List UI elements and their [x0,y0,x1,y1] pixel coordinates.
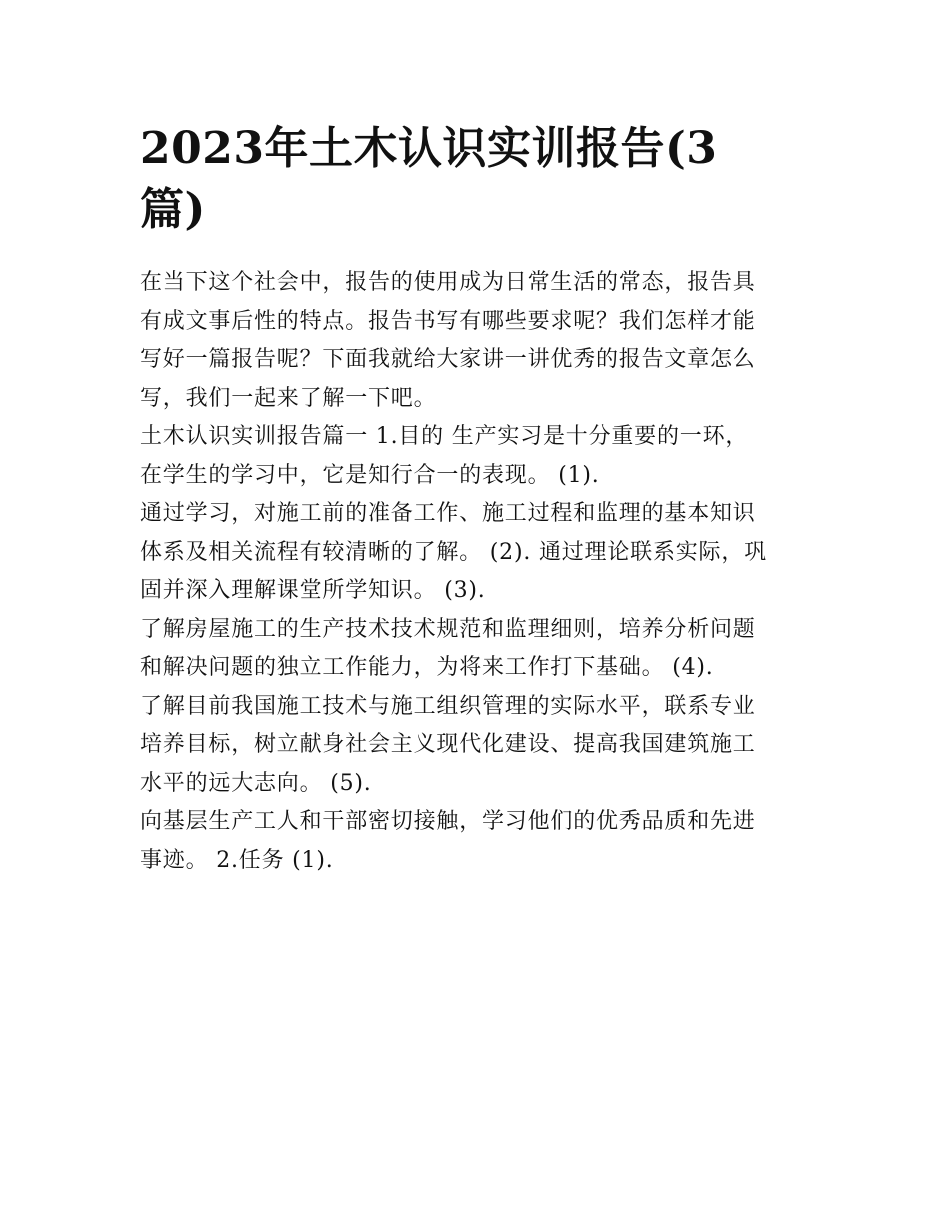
text-line: 固并深入理解课堂所学知识。 (3). [140,578,486,603]
paragraph-item-3 [140,611,812,688]
document-title [140,118,812,240]
title-line: 2023年土木认识实训报告(3 [140,123,718,174]
text-line: 通过学习，对施工前的准备工作、施工过程和监理的基本知识 [140,501,756,526]
text-line: 土木认识实训报告篇一 1.目的 生产实习是十分重要的一环， [140,424,749,449]
intro-paragraph [140,264,812,418]
text-line: 培养目标，树立献身社会主义现代化建设、提高我国建筑施工 [140,732,756,757]
text-line: 在学生的学习中，它是知行合一的表现。 (1). [140,462,600,488]
text-line: 和解决问题的独立工作能力，为将来工作打下基础。 (4). [140,655,714,680]
title-line: 篇) [140,184,206,235]
text-line: 在当下这个社会中，报告的使用成为日常生活的常态，报告具 [140,270,756,295]
text-line: 体系及相关流程有较清晰的了解。 (2). 通过理论联系实际，巩 [140,539,767,565]
document-body [140,264,812,880]
text-line: 了解目前我国施工技术与施工组织管理的实际水平，联系专业 [140,693,756,719]
paragraph-purpose [140,418,812,495]
text-line: 水平的远大志向。 (5). [140,770,372,796]
text-line: 向基层生产工人和干部密切接触，学习他们的优秀品质和先进 [140,809,756,834]
paragraph-item-5 [140,803,812,880]
text-line: 写，我们一起来了解一下吧。 [140,385,437,411]
paragraph-item-1 [140,495,812,611]
text-line: 事迹。 2.任务 (1). [140,847,334,873]
text-line: 写好一篇报告呢？下面我就给大家讲一讲优秀的报告文章怎么 [140,347,756,372]
text-line: 有成文事后性的特点。报告书写有哪些要求呢？我们怎样才能 [140,308,756,334]
document-page [140,118,812,880]
text-line: 了解房屋施工的生产技术技术规范和监理细则，培养分析问题 [140,616,756,642]
paragraph-item-4 [140,688,812,804]
